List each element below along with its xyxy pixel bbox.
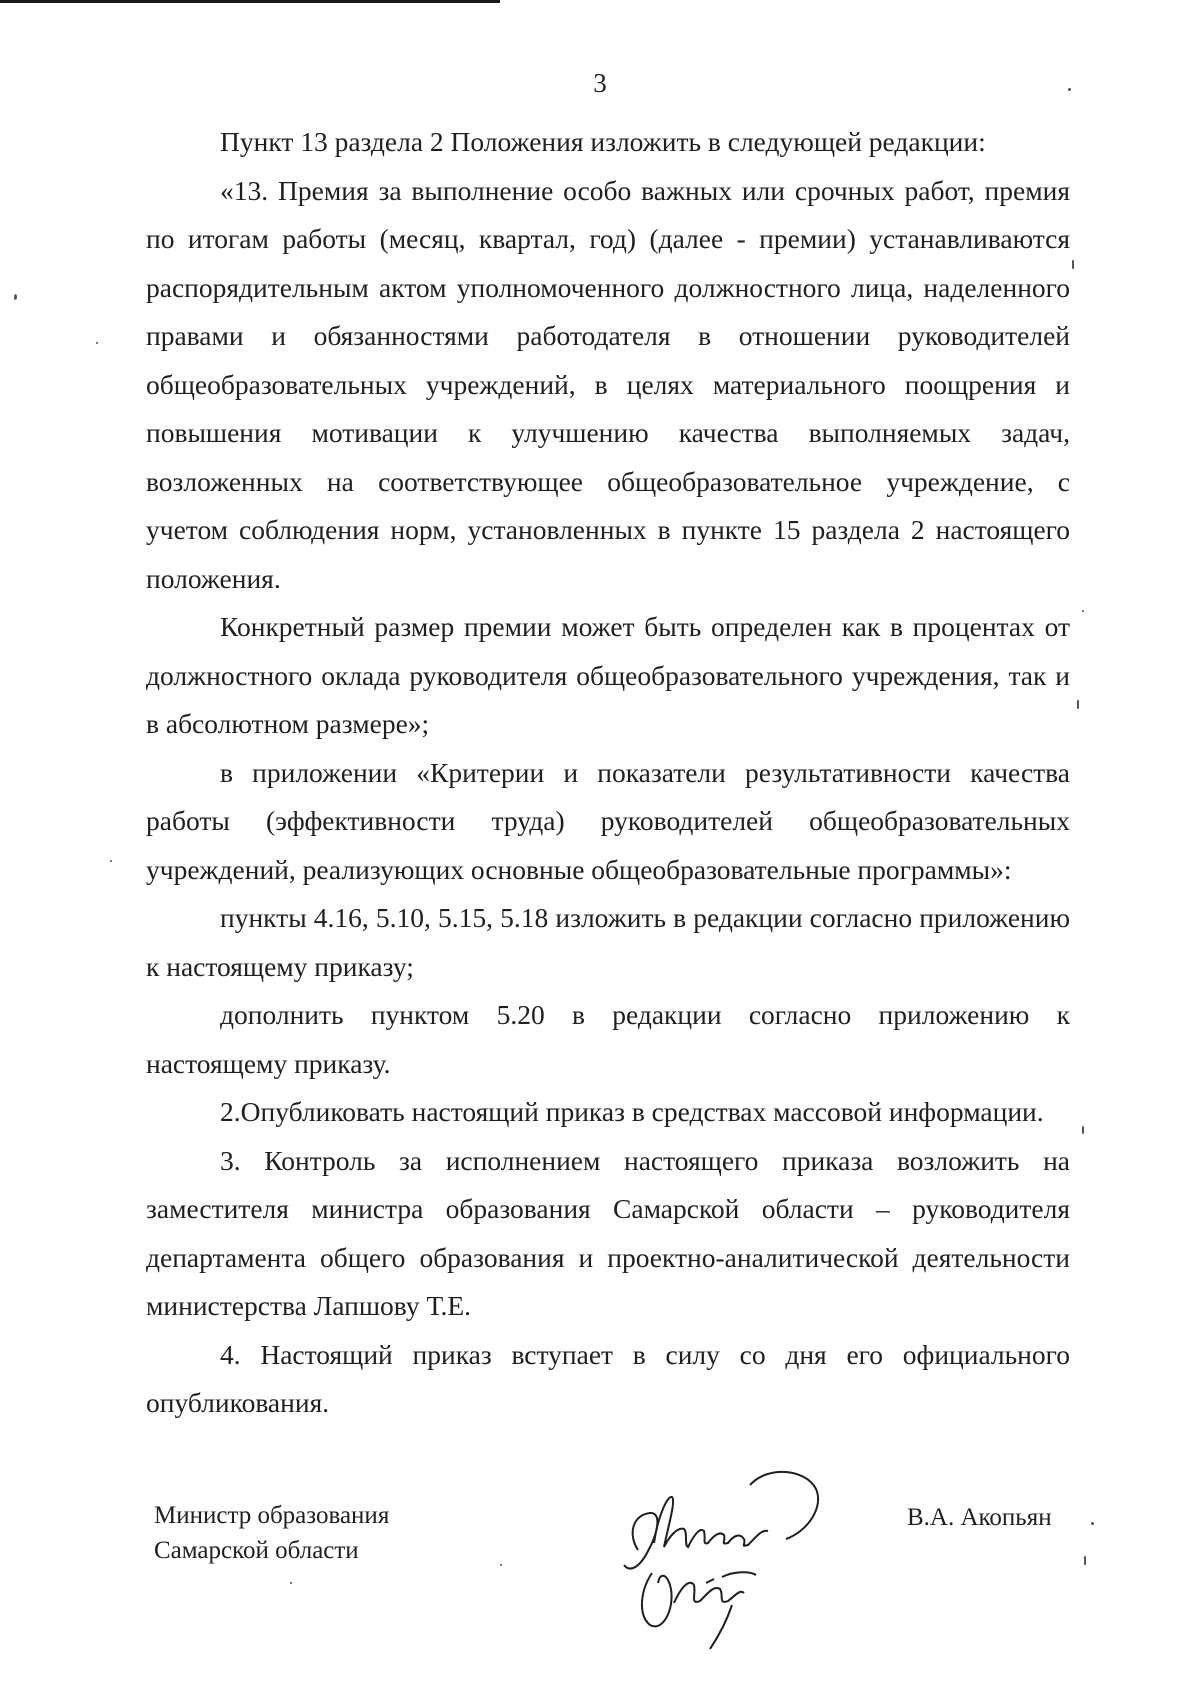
signatory-position: [154, 1498, 389, 1568]
paragraph: 3. Контроль за исполнением настоящего приказа возложить на заместителя министра образования Самарской области – руководителя департамента общего образования и проектно-аналитической деятельности министерства Лапшову Т.Е.: [146, 1144, 1070, 1321]
scan-edge-line: [0, 0, 500, 3]
handwritten-signature: [610, 1455, 840, 1655]
scan-speck: [110, 860, 112, 862]
paragraph: «13. Премия за выполнение особо важных или срочных работ, премия по итогам работы (месяц, квартал, год) (далее - премии) устанавливаются распорядительным актом уполномоченного должностного лица, наделенного правами и обязанностями работодателя в отношении руководителей общеобразовательных учреждений, в целях материального поощрения и повышения мотивации к улучшению качества выполняемых задач, возложенных на соответствующее общеобразовательное учреждение, с учетом соблюдения норм, установленных в пункте 15 раздела 2 настоящего положения.: [146, 174, 1070, 594]
page-number: 3: [593, 68, 607, 98]
paragraph: в приложении «Критерии и показатели результативности качества работы (эффективности труда) руководителей общеобразовательных учреждений, реализующих основные общеобразовательные программы»:: [146, 756, 1070, 885]
scan-speck: [1082, 610, 1084, 612]
scan-speck: [1084, 1556, 1086, 1565]
position-line: Самарской области: [154, 1537, 359, 1564]
signatory-name: В.А. Акопьян: [907, 1504, 1052, 1531]
scan-speck: [1068, 88, 1071, 91]
paragraph: дополнить пунктом 5.20 в редакции согласно приложению к настоящему приказу.: [146, 999, 1070, 1079]
position-line: Министр образования: [154, 1502, 390, 1529]
paragraph: Пункт 13 раздела 2 Положения изложить в следующей редакции:: [220, 126, 986, 157]
scan-speck: [14, 294, 17, 300]
scan-speck: [500, 1564, 502, 1566]
scan-speck: [290, 1582, 292, 1584]
scan-speck: [1091, 1522, 1094, 1525]
scan-speck: [1072, 260, 1074, 269]
paragraph: 2.Опубликовать настоящий приказ в средствах массовой информации.: [220, 1096, 1044, 1127]
paragraph: 4. Настоящий приказ вступает в силу со дня его официального опубликования.: [146, 1338, 1070, 1418]
scan-speck: [1077, 700, 1079, 709]
paragraph: пункты 4.16, 5.10, 5.15, 5.18 изложить в редакции согласно приложению к настоящему приказу;: [146, 902, 1070, 982]
paragraph: Конкретный размер премии может быть определен как в процентах от должностного оклада руководителя общеобразовательного учреждения, так и в абсолютном размере»;: [146, 611, 1070, 739]
scan-speck: [96, 342, 98, 344]
document-body: [146, 118, 1070, 1428]
scan-speck: [1082, 1126, 1084, 1134]
